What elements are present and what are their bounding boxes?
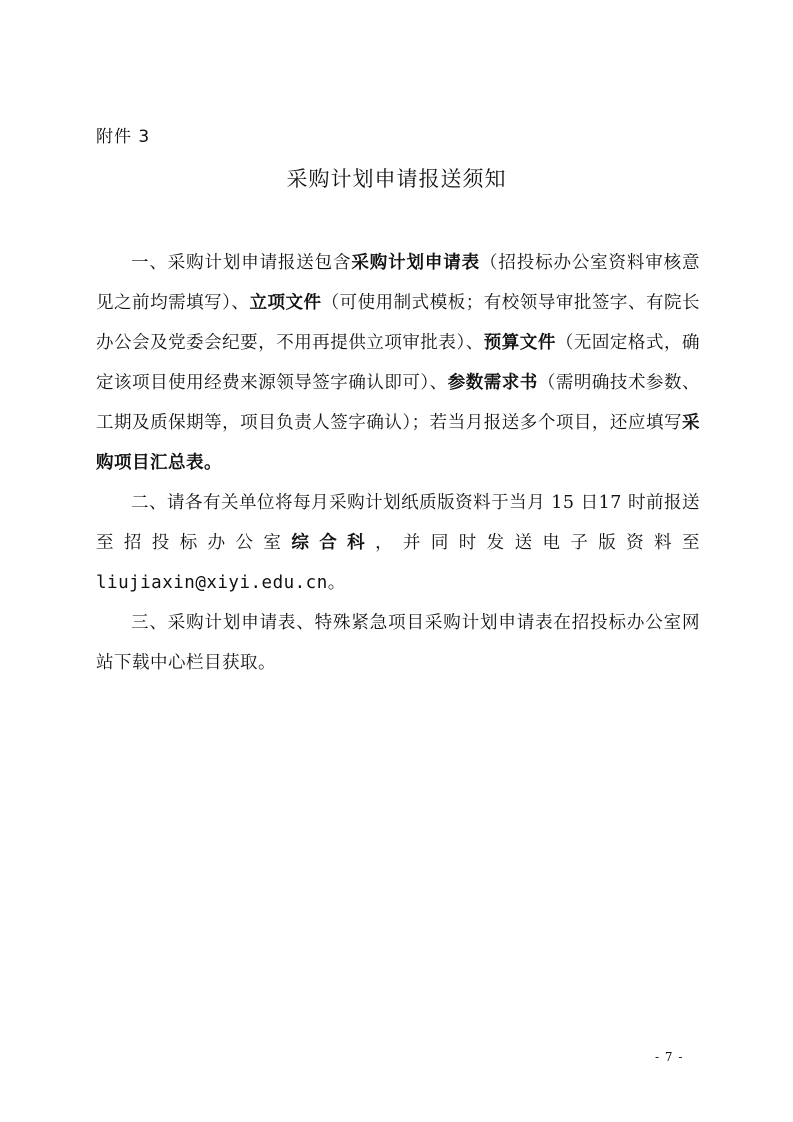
document-title: 采购计划申请报送须知: [286, 167, 507, 191]
document-body: [96, 243, 700, 683]
p2-text-1: 二、请各有关单位将每月采购计划纸质版资料于当月 15 日17 时前报送至招投标办公室: [96, 493, 700, 553]
p2-text-2: ，并同时发送电子版资料至: [375, 533, 701, 553]
p2-text-3: 。: [327, 573, 346, 593]
p1-text-5: （需明确技术参数、工期及质保期等，项目负责人签字确认）；若当月报送多个项目，还应填写: [96, 373, 701, 433]
page-number: - 7 -: [655, 1050, 684, 1064]
paragraph-submission-deadline: [96, 483, 700, 603]
attachment-label: 附件 3: [96, 127, 151, 147]
paragraph-form-download: [96, 603, 700, 683]
p3-text-1: 三、采购计划申请表、特殊紧急项目采购计划申请表在招投标办公室网站下载中心栏目获取。: [96, 613, 700, 673]
p1-text-2: （招投标办公室资料审核意见之前均需填写）、: [96, 253, 701, 313]
p1-bold-budget-documents: 预算文件: [483, 333, 556, 353]
contact-email[interactable]: liujiaxin@xiyi.edu.cn: [96, 573, 328, 593]
p1-text-4: （无固定格式，确定该项目使用经费来源领导签字确认即可）、: [96, 333, 701, 393]
p1-bold-application-form: 采购计划申请表: [351, 253, 480, 273]
p1-bold-project-documents: 立项文件: [249, 293, 322, 313]
p1-text-1: 一、采购计划申请报送包含: [131, 253, 352, 273]
paragraph-submission-contents: [96, 243, 700, 483]
p1-bold-requirements-spec: 参数需求书: [447, 373, 538, 393]
p2-bold-general-section: 综合科: [291, 533, 376, 553]
p1-text-3: （可使用制式模板；有校领导审批签字、有院长办公会及党委会纪要，不用再提供立项审批表）、: [96, 293, 701, 353]
p1-bold-summary-table: 采购项目汇总表。: [96, 413, 700, 473]
